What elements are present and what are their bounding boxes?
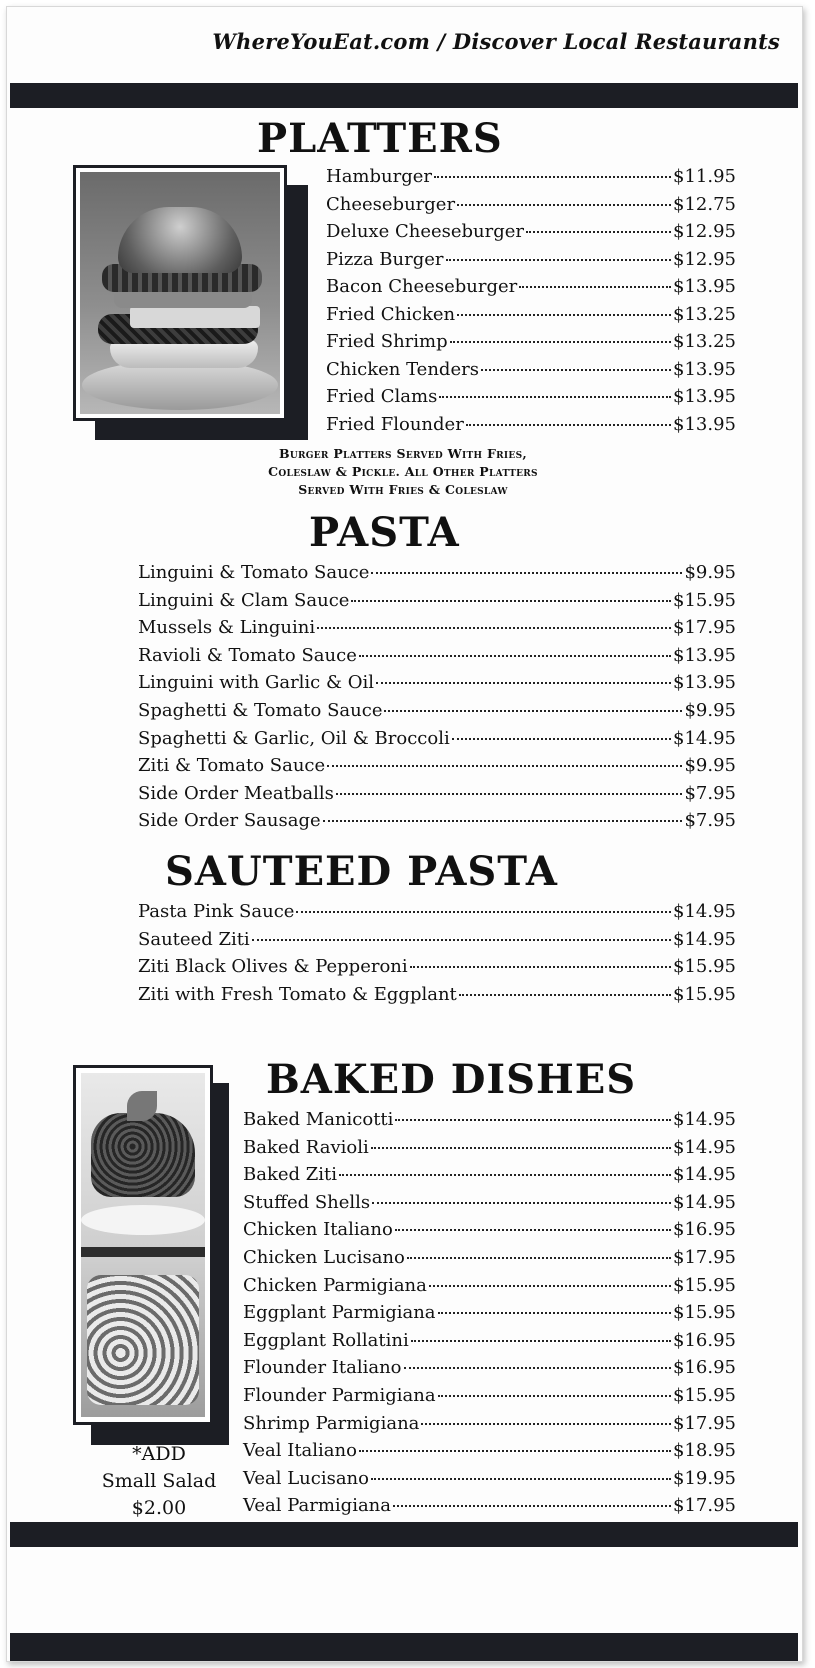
platters-title: PLATTERS: [257, 115, 503, 162]
menu-item-price: $13.95: [673, 413, 736, 435]
add-salad-line: *ADD: [132, 1443, 186, 1465]
menu-item-name: Stuffed Shells: [243, 1191, 371, 1213]
menu-item-name: Flounder Italiano: [243, 1357, 402, 1379]
menu-item: [243, 1192, 736, 1220]
menu-item: [138, 562, 736, 590]
menu-item: [243, 1275, 736, 1303]
menu-item: [243, 1385, 736, 1413]
dot-leader: [384, 710, 682, 712]
baked-dishes-title: BAKED DISHES: [266, 1056, 637, 1103]
menu-item-price: $7.95: [684, 810, 736, 832]
menu-item-name: Fried Flounder: [326, 413, 464, 435]
menu-item: [138, 672, 736, 700]
menu-item-price: $13.25: [673, 303, 736, 325]
menu-item-price: $15.95: [673, 1302, 736, 1324]
menu-item-name: Linguini with Garlic & Oil: [138, 672, 375, 694]
menu-item: [243, 1219, 736, 1247]
menu-item-name: Ravioli & Tomato Sauce: [138, 644, 357, 666]
dot-leader: [371, 1147, 671, 1149]
menu-item-name: Fried Chicken: [326, 303, 456, 325]
menu-item-price: $15.95: [673, 589, 736, 611]
menu-item-price: $14.95: [673, 1164, 736, 1186]
menu-item-price: $14.95: [673, 928, 736, 950]
dot-leader: [395, 1119, 671, 1121]
dot-leader: [446, 259, 672, 261]
dot-leader: [404, 1367, 671, 1369]
menu-item-name: Fried Shrimp: [326, 331, 448, 352]
menu-item-name: Chicken Tenders: [326, 358, 479, 380]
menu-item-price: $14.95: [673, 1136, 736, 1158]
menu-item: [243, 1330, 736, 1358]
menu-item: [326, 276, 736, 304]
dot-leader: [336, 793, 683, 795]
dot-leader: [339, 1174, 671, 1176]
dot-leader: [371, 1478, 671, 1480]
menu-item-name: Spaghetti & Tomato Sauce: [138, 699, 383, 721]
menu-item-price: $14.95: [673, 1109, 736, 1130]
dot-leader: [296, 911, 671, 913]
menu-item-name: Side Order Meatballs: [138, 782, 334, 804]
menu-item-price: $17.95: [673, 1246, 736, 1268]
dot-leader: [323, 820, 683, 822]
menu-item-name: Baked Ravioli: [243, 1136, 369, 1158]
menu-item-name: Shrimp Parmigiana: [243, 1412, 420, 1434]
menu-item: [243, 1468, 736, 1496]
menu-item-name: Chicken Parmigiana: [243, 1274, 427, 1296]
menu-item-name: Veal Lucisano: [243, 1467, 369, 1489]
menu-item: [326, 331, 736, 359]
platters-note: [203, 445, 603, 499]
menu-item: [138, 956, 736, 984]
menu-item-price: $16.95: [673, 1357, 736, 1379]
menu-item-name: Pizza Burger: [326, 248, 444, 270]
dot-leader: [438, 1312, 671, 1314]
menu-item: [326, 221, 736, 249]
menu-item-price: $16.95: [673, 1219, 736, 1241]
menu-item: [326, 194, 736, 222]
add-salad-line: Small Salad: [101, 1470, 217, 1492]
menu-item-price: $16.95: [673, 1329, 736, 1351]
menu-item: [243, 1109, 736, 1137]
dot-leader: [317, 627, 671, 629]
dot-leader: [407, 1257, 671, 1259]
menu-item-name: Sauteed Ziti: [138, 928, 250, 950]
dot-leader: [252, 939, 671, 941]
menu-item: [138, 984, 736, 1012]
menu-item-price: $17.95: [673, 1412, 736, 1434]
menu-item-price: $19.95: [673, 1467, 736, 1489]
add-salad-line: $2.00: [131, 1497, 187, 1519]
footer-bar: [10, 1633, 798, 1661]
menu-item-name: Bacon Cheeseburger: [326, 276, 518, 297]
menu-item: [326, 414, 736, 442]
menu-item-name: Veal Italiano: [243, 1440, 357, 1462]
menu-item-price: $14.95: [673, 1191, 736, 1213]
menu-item-price: $12.95: [673, 248, 736, 270]
dot-leader: [466, 424, 671, 426]
menu-item-price: $13.95: [673, 386, 736, 407]
dot-leader: [439, 396, 671, 398]
dot-leader: [411, 1340, 671, 1342]
menu-item-price: $12.95: [673, 221, 736, 242]
dot-leader: [393, 1505, 671, 1507]
dot-leader: [452, 738, 671, 740]
menu-item: [326, 249, 736, 277]
menu-item-name: Hamburger: [326, 166, 432, 187]
platters-note-line: Burger Platters Served With Fries,: [278, 446, 528, 461]
menu-item-price: $9.95: [684, 699, 736, 721]
menu-item-name: Ziti Black Olives & Pepperoni: [138, 956, 408, 978]
menu-item-price: $15.95: [673, 1274, 736, 1296]
menu-item-price: $13.25: [673, 331, 736, 352]
menu-item-name: Chicken Lucisano: [243, 1246, 405, 1268]
menu-item: [243, 1357, 736, 1385]
pasta-list: [138, 562, 736, 838]
menu-item-name: Linguini & Tomato Sauce: [138, 562, 370, 583]
menu-item: [138, 645, 736, 673]
menu-item: [138, 783, 736, 811]
sauteed-pasta-title: SAUTEED PASTA: [165, 848, 558, 895]
dot-leader: [438, 1395, 671, 1397]
menu-item-price: $15.95: [673, 956, 736, 978]
menu-item-price: $13.95: [673, 276, 736, 297]
dot-leader: [421, 1423, 671, 1425]
menu-item: [243, 1495, 736, 1523]
dot-leader: [459, 994, 671, 996]
baked-dishes-image: [81, 1073, 205, 1417]
menu-item: [138, 901, 736, 929]
baked-dishes-photo: [73, 1065, 213, 1425]
platters-note-line: Served With Fries & Coleslaw: [298, 482, 508, 497]
dot-leader: [526, 231, 671, 233]
menu-item: [243, 1137, 736, 1165]
dot-leader: [429, 1285, 671, 1287]
burger-photo: [73, 165, 287, 421]
menu-item: [326, 166, 736, 194]
menu-item-name: Eggplant Parmigiana: [243, 1302, 436, 1324]
dot-leader: [359, 1450, 671, 1452]
menu-item: [138, 590, 736, 618]
menu-item-name: Linguini & Clam Sauce: [138, 589, 350, 611]
menu-item-name: Cheeseburger: [326, 193, 456, 215]
platters-note-line: Coleslaw & Pickle. All Other Platters: [268, 464, 538, 479]
menu-item-name: Eggplant Rollatini: [243, 1329, 409, 1351]
dot-leader: [457, 314, 671, 316]
top-divider-bar: [10, 83, 798, 108]
dot-leader: [359, 655, 671, 657]
menu-item-name: Mussels & Linguini: [138, 617, 316, 639]
menu-item-name: Spaghetti & Garlic, Oil & Broccoli: [138, 727, 450, 749]
dot-leader: [395, 1229, 671, 1231]
menu-item-price: $12.75: [673, 193, 736, 215]
menu-item-name: Veal Parmigiana: [243, 1495, 392, 1517]
pasta-title: PASTA: [309, 509, 460, 556]
dot-leader: [372, 1202, 671, 1204]
menu-item-price: $17.95: [673, 1495, 736, 1517]
menu-item: [243, 1164, 736, 1192]
menu-item-name: Ziti & Tomato Sauce: [138, 755, 326, 777]
menu-item-price: $18.95: [673, 1440, 736, 1462]
menu-item-price: $14.95: [673, 727, 736, 749]
bottom-divider-bar: [10, 1522, 798, 1547]
baked-dishes-list: [243, 1109, 736, 1523]
dot-leader: [450, 341, 671, 343]
menu-item-name: Flounder Parmigiana: [243, 1384, 436, 1406]
dot-leader: [457, 204, 671, 206]
sauteed-pasta-list: [138, 901, 736, 1011]
menu-item-name: Baked Ziti: [243, 1164, 338, 1186]
menu-item-price: $14.95: [673, 901, 736, 922]
menu-item-price: $15.95: [673, 983, 736, 1005]
menu-item: [243, 1247, 736, 1275]
menu-item: [138, 728, 736, 756]
dot-leader: [481, 369, 671, 371]
menu-item-name: Fried Clams: [326, 386, 438, 407]
dot-leader: [351, 600, 671, 602]
menu-item: [243, 1302, 736, 1330]
dot-leader: [376, 682, 671, 684]
add-salad-note: [75, 1441, 243, 1522]
burger-image: [80, 172, 280, 414]
menu-item-price: $17.95: [673, 617, 736, 639]
menu-item-name: Baked Manicotti: [243, 1109, 394, 1130]
menu-page: [6, 6, 803, 1662]
menu-item-price: $9.95: [684, 755, 736, 777]
menu-item: [243, 1413, 736, 1441]
menu-item-name: Ziti with Fresh Tomato & Eggplant: [138, 983, 457, 1005]
menu-item-price: $13.95: [673, 358, 736, 380]
dot-leader: [327, 765, 682, 767]
menu-item: [138, 755, 736, 783]
menu-item-name: Side Order Sausage: [138, 810, 321, 832]
menu-item: [138, 617, 736, 645]
menu-item: [326, 386, 736, 414]
menu-item: [326, 359, 736, 387]
dot-leader: [434, 176, 671, 178]
menu-item: [138, 810, 736, 838]
platters-list: [326, 166, 736, 441]
menu-item-price: $15.95: [673, 1384, 736, 1406]
dot-leader: [410, 966, 671, 968]
menu-item: [326, 304, 736, 332]
menu-item: [138, 929, 736, 957]
dot-leader: [519, 286, 671, 288]
menu-item-name: Pasta Pink Sauce: [138, 901, 295, 922]
site-header[interactable]: WhereYouEat.com / Discover Local Restaurants: [212, 29, 780, 54]
menu-item-price: $7.95: [684, 782, 736, 804]
menu-item-name: Deluxe Cheeseburger: [326, 221, 525, 242]
menu-item: [243, 1440, 736, 1468]
menu-item-price: $11.95: [673, 166, 736, 187]
menu-item-price: $13.95: [673, 644, 736, 666]
dot-leader: [371, 572, 682, 574]
menu-item-name: Chicken Italiano: [243, 1219, 393, 1241]
menu-item-price: $9.95: [684, 562, 736, 583]
menu-item: [138, 700, 736, 728]
menu-item-price: $13.95: [673, 672, 736, 694]
